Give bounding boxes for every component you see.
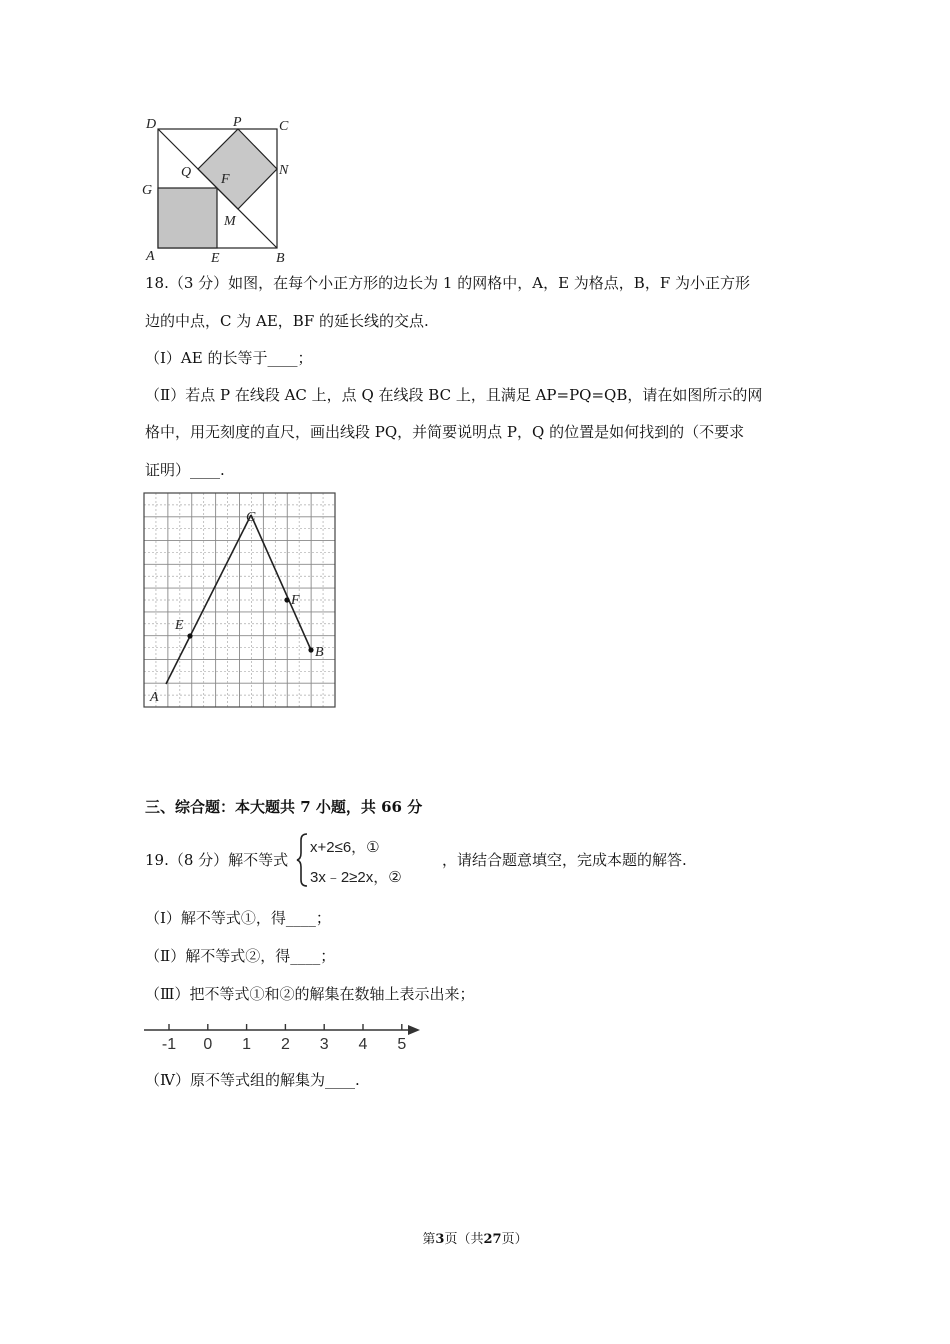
segment-cb <box>251 515 311 650</box>
footer-middle: 页（共 <box>444 1232 484 1247</box>
q18-stem-line2: 边的中点，C 为 AE，BF 的延长线的交点. <box>145 312 429 330</box>
inequality-1: x+2≤6，① <box>310 839 380 856</box>
grid-lines <box>144 493 335 707</box>
grid-label-E: E <box>175 618 184 633</box>
grid-label-F: F <box>291 593 300 608</box>
label-P: P <box>233 115 242 130</box>
grid-label-B: B <box>315 645 324 660</box>
label-M: M <box>224 214 236 229</box>
label-N: N <box>279 163 289 178</box>
q19-part4: （Ⅳ）原不等式组的解集为____. <box>145 1071 360 1089</box>
label-G: G <box>142 183 153 198</box>
label-A: A <box>146 249 155 264</box>
q18-part1: （Ⅰ）AE 的长等于____； <box>145 349 313 367</box>
q19-part1: （Ⅰ）解不等式①，得____； <box>145 909 331 927</box>
page-footer <box>0 1228 950 1247</box>
grid-label-A: A <box>150 690 159 705</box>
footer-prefix: 第 <box>422 1232 436 1247</box>
square-figure <box>140 112 300 267</box>
footer-page: 3 <box>435 1232 445 1247</box>
label-E: E <box>211 251 220 266</box>
label-F: F <box>221 172 230 187</box>
number-line-tick-label: 0 <box>203 1036 213 1053</box>
point-e <box>187 633 192 638</box>
label-B: B <box>276 251 285 266</box>
number-line-tick-label: -1 <box>161 1036 177 1053</box>
q18-part2-line1: （Ⅱ）若点 P 在线段 AC 上，点 Q 在线段 BC 上，且满足 AP=PQ=QB，请在如图所示的网 <box>145 386 763 404</box>
number-line-arrow <box>408 1025 420 1035</box>
number-line-tick-label: 2 <box>280 1036 290 1053</box>
footer-suffix: 页） <box>501 1232 528 1247</box>
number-line-ticks <box>162 1024 406 1053</box>
grid-label-C: C <box>246 510 256 525</box>
q18-part2-line3: 证明）____. <box>145 461 225 479</box>
footer-total: 27 <box>483 1232 502 1247</box>
q18-stem-line1: 18.（3 分）如图，在每个小正方形的边长为 1 的网格中，A，E 为格点，B，F 为小正方形 <box>145 274 750 292</box>
q18-part2-line2: 格中，用无刻度的直尺，画出线段 PQ，并简要说明点 P，Q 的位置是如何找到的（不要求 <box>145 423 745 441</box>
section3-heading: 三、综合题：本大题共 7 小题，共 66 分 <box>145 798 423 816</box>
q19-stem-suffix: ，请结合题意填空，完成本题的解答. <box>442 851 687 869</box>
number-line-tick-label: 3 <box>319 1036 329 1053</box>
point-b <box>308 647 313 652</box>
label-D: D <box>146 117 157 132</box>
q19-stem-prefix: 19.（8 分）解不等式 <box>145 851 289 869</box>
number-line <box>140 1016 430 1056</box>
shaded-square-agfe <box>158 188 217 248</box>
label-Q: Q <box>181 165 192 180</box>
number-line-tick-label: 1 <box>242 1036 252 1053</box>
number-line-tick-label: 4 <box>358 1036 368 1053</box>
system-brace <box>297 834 307 886</box>
point-f <box>284 597 289 602</box>
q19-part2: （Ⅱ）解不等式②，得____； <box>145 947 336 965</box>
grid-figure <box>140 490 340 712</box>
q19-part3: （Ⅲ）把不等式①和②的解集在数轴上表示出来； <box>145 985 475 1003</box>
inequality-2: 3x﹣2≥2x，② <box>310 869 402 886</box>
inequality-system <box>296 831 446 889</box>
label-C: C <box>279 119 289 134</box>
number-line-tick-label: 5 <box>397 1036 407 1053</box>
